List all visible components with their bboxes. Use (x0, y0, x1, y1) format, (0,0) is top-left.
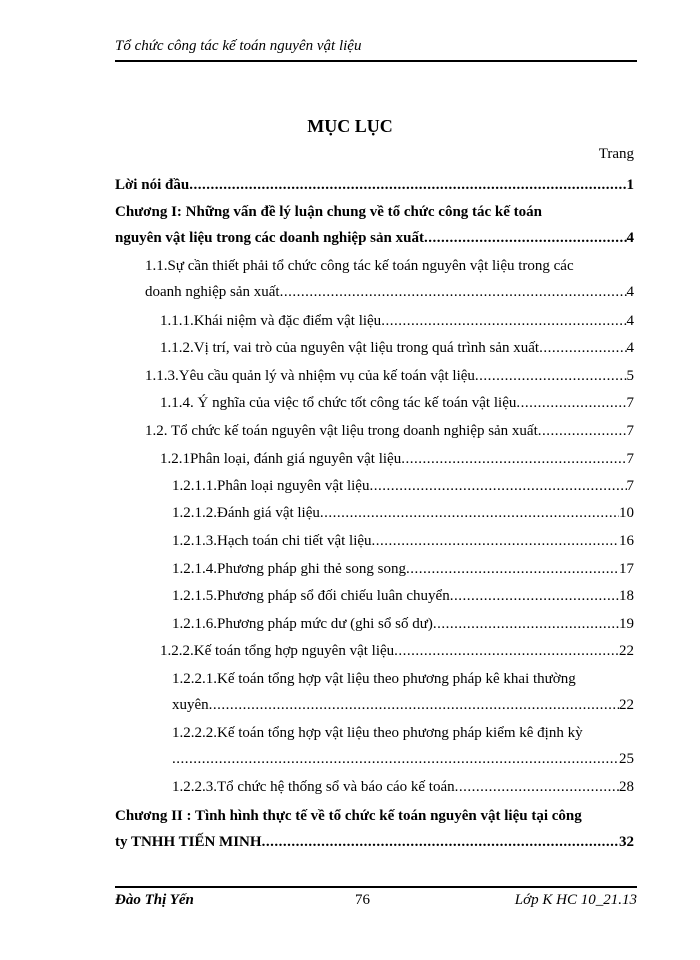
toc-entry-page: 18 (619, 588, 634, 604)
toc-entry-chapter-1[interactable] (115, 199, 634, 246)
toc-entry-preface[interactable] (115, 172, 634, 198)
toc-entry-text: nguyên vật liệu trong các doanh nghiệp sản xuất (115, 230, 424, 246)
toc-entry-1-2-1-4[interactable] (172, 556, 634, 582)
toc-entry-page: 7 (626, 478, 634, 494)
toc-entry-text: ty TNHH TIẾN MINH (115, 834, 262, 850)
leader-dots (209, 692, 619, 718)
toc-entry-page: 22 (619, 697, 634, 713)
toc-entry-text: Lời nói đầu (115, 177, 190, 193)
toc-entry-page: 10 (619, 505, 634, 521)
toc-entry-page: 4 (626, 340, 634, 356)
toc-entry-1-2-1-2[interactable] (172, 500, 634, 526)
leader-dots (539, 335, 626, 361)
toc-entry-text: 1.2.2.2.Kế toán tổng hợp vật liệu theo phương pháp kiểm kê định kỳ (172, 725, 583, 741)
toc-entry-1-2-1-6[interactable] (172, 611, 634, 637)
toc-entry-page: 19 (619, 616, 634, 632)
toc-entry-1-2-1[interactable] (160, 446, 634, 472)
toc-entry-text: 1.2.1.5.Phương pháp sổ đối chiếu luân chuyển (172, 588, 450, 604)
toc-entry-1-2[interactable] (145, 418, 634, 444)
toc-entry-text: 1.1.4. Ý nghĩa của việc tổ chức tốt công tác kế toán vật liệu (160, 395, 517, 411)
leader-dots (406, 556, 619, 582)
toc-entry-text: 1.1.2.Vị trí, vai trò của nguyên vật liệu trong quá trình sản xuất (160, 340, 540, 356)
toc-entry-page: 7 (626, 451, 634, 467)
toc-entry-page: 4 (626, 230, 634, 246)
leader-dots (172, 746, 619, 772)
leader-dots (450, 583, 619, 609)
toc-entry-1-2-1-3[interactable] (172, 528, 634, 554)
toc-entry-text: 1.2.2.Kế toán tổng hợp nguyên vật liệu (160, 643, 395, 659)
leader-dots (280, 279, 627, 305)
toc-entry-1-2-2-3[interactable] (172, 774, 634, 800)
toc-entry-text: 1.2.2.1.Kế toán tổng hợp vật liệu theo phương pháp kê khai thường (172, 671, 576, 687)
toc-entry-1-1-3[interactable] (145, 363, 634, 389)
toc-entry-1-2-2-2[interactable] (172, 720, 634, 767)
leader-dots (401, 446, 626, 472)
toc-entry-text: 1.2.2.3.Tổ chức hệ thống sổ và báo cáo kế toán (172, 779, 455, 795)
toc-entry-page: 32 (619, 834, 634, 850)
toc-entry-1-1-4[interactable] (160, 390, 634, 416)
toc-entry-text: 1.1.Sự cần thiết phải tổ chức công tác kế toán nguyên vật liệu trong các (145, 258, 574, 274)
leader-dots (455, 774, 619, 800)
page-column-label: Trang (598, 146, 634, 162)
toc-entry-text: xuyên (172, 697, 209, 713)
toc-entry-page: 7 (626, 423, 634, 439)
toc-entry-page: 7 (626, 395, 634, 411)
footer-rule (115, 886, 637, 888)
leader-dots (372, 528, 619, 554)
toc-entry-1-1[interactable] (145, 253, 634, 300)
running-header: Tổ chức công tác kế toán nguyên vật liệu (115, 38, 362, 54)
toc-entry-page: 16 (619, 533, 634, 549)
toc-entry-text: 1.1.1.Khái niệm và đặc điểm vật liệu (160, 313, 382, 329)
toc-entry-text: 1.2.1.1.Phân loại nguyên vật liệu (172, 478, 370, 494)
leader-dots (516, 390, 626, 416)
toc-entry-page: 25 (619, 751, 634, 767)
toc-entry-page: 4 (626, 313, 634, 329)
toc-entry-chapter-2[interactable] (115, 803, 634, 850)
toc-entry-1-1-2[interactable] (160, 335, 634, 361)
leader-dots (424, 225, 627, 251)
page-footer (115, 892, 637, 909)
toc-entry-page: 1 (626, 177, 634, 193)
leader-dots (262, 829, 619, 855)
toc-entry-1-1-1[interactable] (160, 308, 634, 334)
toc-entry-text: 1.2.1.6.Phương pháp mức dư (ghi sổ số dư) (172, 616, 433, 632)
toc-entry-text: doanh nghiệp sản xuất (145, 284, 280, 300)
footer-class: Lớp K HC 10_21.13 (514, 892, 637, 908)
leader-dots (538, 418, 627, 444)
toc-entry-text: 1.2.1.3.Hạch toán chi tiết vật liệu (172, 533, 372, 549)
toc-entry-text: 1.2.1.4.Phương pháp ghi thẻ song song (172, 561, 406, 577)
toc-entry-text: 1.1.3.Yêu cầu quản lý và nhiệm vụ của kế toán vật liệu (145, 368, 475, 384)
toc-entry-page: 28 (619, 779, 634, 795)
leader-dots (381, 308, 626, 334)
toc-entry-text: 1.2.1.2.Đánh giá vật liệu (172, 505, 320, 521)
leader-dots (189, 172, 626, 198)
toc-entry-1-2-1-5[interactable] (172, 583, 634, 609)
leader-dots (433, 611, 619, 637)
toc-entry-page: 4 (626, 284, 634, 300)
toc-entry-text: Chương II : Tình hình thực tế về tổ chức kế toán nguyên vật liệu tại công (115, 808, 582, 824)
toc-entry-page: 17 (619, 561, 634, 577)
toc-entry-page: 5 (626, 368, 634, 384)
leader-dots (369, 473, 626, 499)
page-title: MỤC LỤC (307, 116, 393, 136)
toc-entry-text: 1.2. Tổ chức kế toán nguyên vật liệu trong doanh nghiệp sản xuất (145, 423, 538, 439)
footer-page-number: 76 (355, 892, 370, 908)
toc-entry-1-2-2-1[interactable] (172, 666, 634, 713)
leader-dots (394, 638, 619, 664)
toc-entry-1-2-2[interactable] (160, 638, 634, 664)
toc-entry-text: 1.2.1Phân loại, đánh giá nguyên vật liệu (160, 451, 402, 467)
toc-entry-1-2-1-1[interactable] (172, 473, 634, 499)
toc-entry-page: 22 (619, 643, 634, 659)
footer-author: Đào Thị Yến (115, 892, 194, 908)
toc-entry-text: Chương I: Những vấn đề lý luận chung về tổ chức công tác kế toán (115, 204, 543, 220)
leader-dots (475, 363, 627, 389)
leader-dots (320, 500, 619, 526)
